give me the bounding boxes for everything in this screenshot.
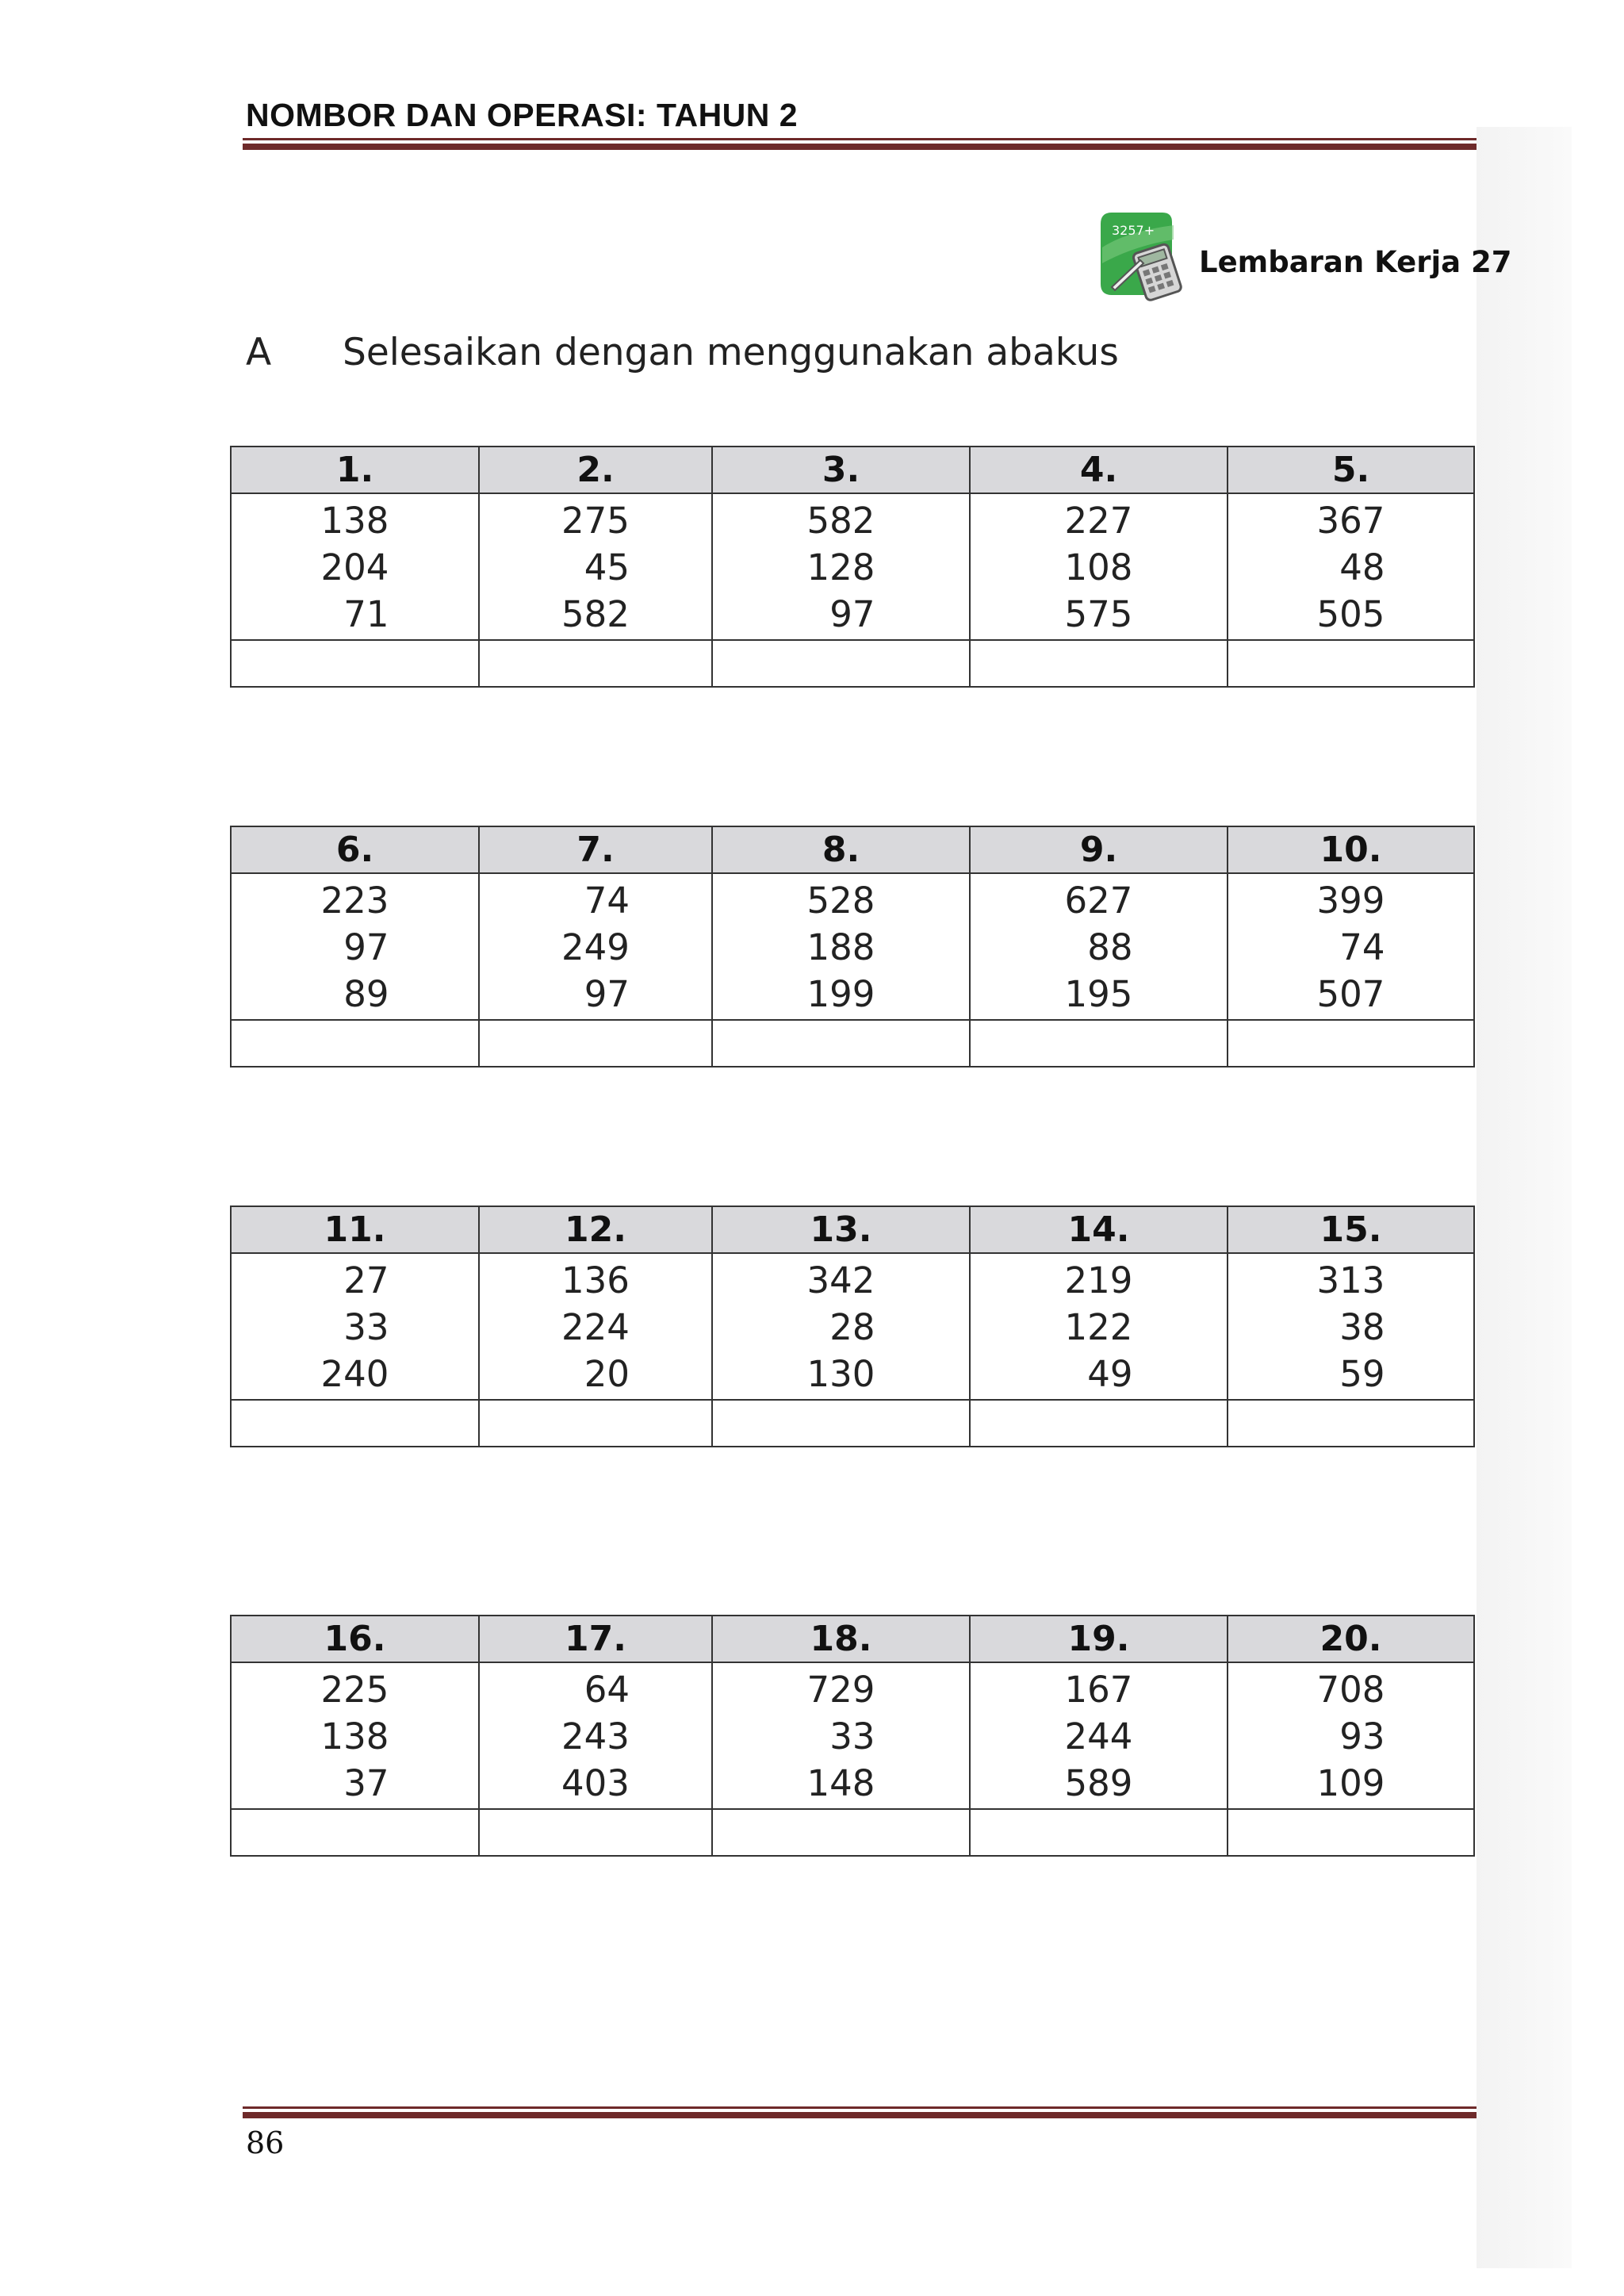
addend-stack — [321, 497, 389, 638]
addend-value: 275 — [561, 500, 630, 542]
addend-cell — [479, 873, 712, 1020]
addend-value: 64 — [584, 1669, 630, 1711]
answer-cell[interactable] — [1228, 1400, 1474, 1447]
problem-number: 18. — [712, 1616, 970, 1662]
addend-value: 708 — [1316, 1669, 1385, 1711]
problem-number: 5. — [1228, 447, 1474, 493]
addend-value: 74 — [1339, 926, 1385, 968]
addend-value: 589 — [1064, 1762, 1133, 1804]
addend-value: 243 — [561, 1715, 630, 1757]
addend-value: 227 — [1064, 500, 1133, 542]
addend-cell — [479, 493, 712, 640]
addend-stack — [561, 1257, 630, 1397]
addend-value: 219 — [1064, 1259, 1133, 1301]
problem-number: 9. — [970, 826, 1228, 873]
badge-text: 3257+ — [1112, 223, 1155, 238]
addend-value: 97 — [343, 926, 389, 968]
addend-value: 582 — [561, 593, 630, 635]
addend-value: 38 — [1339, 1306, 1385, 1348]
addend-value: 48 — [1339, 546, 1385, 588]
worksheet-label: Lembaran Kerja 27 — [1199, 245, 1512, 279]
addend-value: 59 — [1339, 1353, 1385, 1395]
addend-value: 399 — [1316, 880, 1385, 922]
addend-value: 204 — [320, 546, 389, 588]
addend-value: 122 — [1064, 1306, 1133, 1348]
problem-number: 6. — [231, 826, 479, 873]
answer-cell[interactable] — [712, 1400, 970, 1447]
addend-value: 128 — [806, 546, 875, 588]
answer-cell[interactable] — [712, 1020, 970, 1067]
answer-cell[interactable] — [231, 1400, 479, 1447]
addend-cell — [712, 873, 970, 1020]
problem-number: 7. — [479, 826, 712, 873]
addend-value: 74 — [584, 880, 630, 922]
addend-value: 28 — [829, 1306, 875, 1348]
addend-value: 71 — [343, 593, 389, 635]
addend-value: 20 — [584, 1353, 630, 1395]
addend-value: 505 — [1316, 593, 1385, 635]
problem-number: 3. — [712, 447, 970, 493]
addend-value: 45 — [584, 546, 630, 588]
addend-value: 582 — [806, 500, 875, 542]
addend-cell — [231, 873, 479, 1020]
addend-stack — [561, 877, 630, 1018]
addend-stack — [807, 1257, 875, 1397]
addend-value: 507 — [1316, 973, 1385, 1015]
addend-value: 225 — [320, 1669, 389, 1711]
addend-cell — [970, 1662, 1228, 1809]
addend-cell — [970, 493, 1228, 640]
addend-value: 249 — [561, 926, 630, 968]
addend-value: 108 — [1064, 546, 1133, 588]
addend-value: 89 — [343, 973, 389, 1015]
page-edge-shadow — [1477, 127, 1572, 2268]
addend-stack — [1317, 1666, 1385, 1807]
problem-number: 1. — [231, 447, 479, 493]
instruction-text: Selesaikan dengan menggunakan abakus — [343, 331, 1119, 374]
addend-value: 729 — [806, 1669, 875, 1711]
answer-cell[interactable] — [970, 1020, 1228, 1067]
addend-stack — [561, 497, 630, 638]
addend-stack — [1317, 497, 1385, 638]
problem-number: 13. — [712, 1206, 970, 1253]
addend-value: 627 — [1064, 880, 1133, 922]
answer-cell[interactable] — [231, 640, 479, 687]
addend-value: 33 — [343, 1306, 389, 1348]
problem-number: 4. — [970, 447, 1228, 493]
addend-cell — [1228, 1662, 1474, 1809]
problem-number: 12. — [479, 1206, 712, 1253]
addend-cell — [970, 873, 1228, 1020]
addend-value: 130 — [806, 1353, 875, 1395]
addend-cell — [231, 1662, 479, 1809]
answer-cell[interactable] — [479, 1020, 712, 1067]
addend-value: 224 — [561, 1306, 630, 1348]
problem-table — [230, 826, 1475, 1068]
problem-table — [230, 1615, 1475, 1857]
answer-cell[interactable] — [479, 1400, 712, 1447]
addend-stack — [321, 1257, 389, 1397]
addend-cell — [479, 1662, 712, 1809]
problem-number: 17. — [479, 1616, 712, 1662]
problem-number: 10. — [1228, 826, 1474, 873]
addend-cell — [712, 493, 970, 640]
addend-value: 367 — [1316, 500, 1385, 542]
addend-value: 223 — [320, 880, 389, 922]
answer-cell[interactable] — [712, 640, 970, 687]
problem-table — [230, 1205, 1475, 1447]
addend-cell — [712, 1662, 970, 1809]
addend-value: 199 — [806, 973, 875, 1015]
answer-cell[interactable] — [231, 1809, 479, 1856]
header-rule — [243, 138, 1477, 150]
page-header-title: NOMBOR DAN OPERASI: TAHUN 2 — [246, 97, 799, 133]
answer-cell[interactable] — [1228, 640, 1474, 687]
answer-cell[interactable] — [712, 1809, 970, 1856]
addend-value: 97 — [829, 593, 875, 635]
addend-cell — [231, 1253, 479, 1400]
addend-stack — [1317, 877, 1385, 1018]
addend-value: 167 — [1064, 1669, 1133, 1711]
answer-cell[interactable] — [1228, 1020, 1474, 1067]
addend-value: 27 — [343, 1259, 389, 1301]
footer-rule — [243, 2106, 1477, 2118]
addend-value: 188 — [806, 926, 875, 968]
addend-value: 575 — [1064, 593, 1133, 635]
addend-value: 88 — [1087, 926, 1133, 968]
addend-stack — [321, 1666, 389, 1807]
addend-stack — [1065, 1257, 1133, 1397]
answer-cell[interactable] — [970, 1809, 1228, 1856]
addend-cell — [479, 1253, 712, 1400]
addend-cell — [712, 1253, 970, 1400]
addend-value: 97 — [584, 973, 630, 1015]
addend-cell — [1228, 493, 1474, 640]
addend-value: 49 — [1087, 1353, 1133, 1395]
addend-value: 342 — [806, 1259, 875, 1301]
addend-value: 403 — [561, 1762, 630, 1804]
addend-value: 195 — [1064, 973, 1133, 1015]
section-letter: A — [246, 331, 272, 374]
problem-number: 2. — [479, 447, 712, 493]
answer-cell[interactable] — [970, 1400, 1228, 1447]
addend-value: 136 — [561, 1259, 630, 1301]
problem-number: 15. — [1228, 1206, 1474, 1253]
addend-value: 148 — [806, 1762, 875, 1804]
calculator-icon — [1094, 208, 1189, 303]
problem-number: 14. — [970, 1206, 1228, 1253]
addend-value: 244 — [1064, 1715, 1133, 1757]
addend-value: 37 — [343, 1762, 389, 1804]
addend-value: 138 — [320, 1715, 389, 1757]
addend-value: 109 — [1316, 1762, 1385, 1804]
addend-value: 240 — [320, 1353, 389, 1395]
problem-table — [230, 446, 1475, 688]
addend-value: 93 — [1339, 1715, 1385, 1757]
addend-value: 138 — [320, 500, 389, 542]
addend-cell — [1228, 1253, 1474, 1400]
answer-cell[interactable] — [1228, 1809, 1474, 1856]
problem-number: 11. — [231, 1206, 479, 1253]
addend-value: 313 — [1316, 1259, 1385, 1301]
problem-number: 16. — [231, 1616, 479, 1662]
addend-value: 33 — [829, 1715, 875, 1757]
addend-stack — [807, 877, 875, 1018]
addend-stack — [807, 1666, 875, 1807]
problem-number: 8. — [712, 826, 970, 873]
addend-stack — [561, 1666, 630, 1807]
answer-cell[interactable] — [970, 640, 1228, 687]
addend-stack — [1065, 497, 1133, 638]
addend-stack — [1065, 1666, 1133, 1807]
page-number: 86 — [246, 2125, 285, 2160]
addend-cell — [970, 1253, 1228, 1400]
addend-stack — [1317, 1257, 1385, 1397]
addend-value: 528 — [806, 880, 875, 922]
addend-stack — [807, 497, 875, 638]
addend-stack — [321, 877, 389, 1018]
problem-number: 19. — [970, 1616, 1228, 1662]
answer-cell[interactable] — [231, 1020, 479, 1067]
addend-cell — [1228, 873, 1474, 1020]
addend-stack — [1065, 877, 1133, 1018]
addend-cell — [231, 493, 479, 640]
problem-number: 20. — [1228, 1616, 1474, 1662]
answer-cell[interactable] — [479, 640, 712, 687]
answer-cell[interactable] — [479, 1809, 712, 1856]
